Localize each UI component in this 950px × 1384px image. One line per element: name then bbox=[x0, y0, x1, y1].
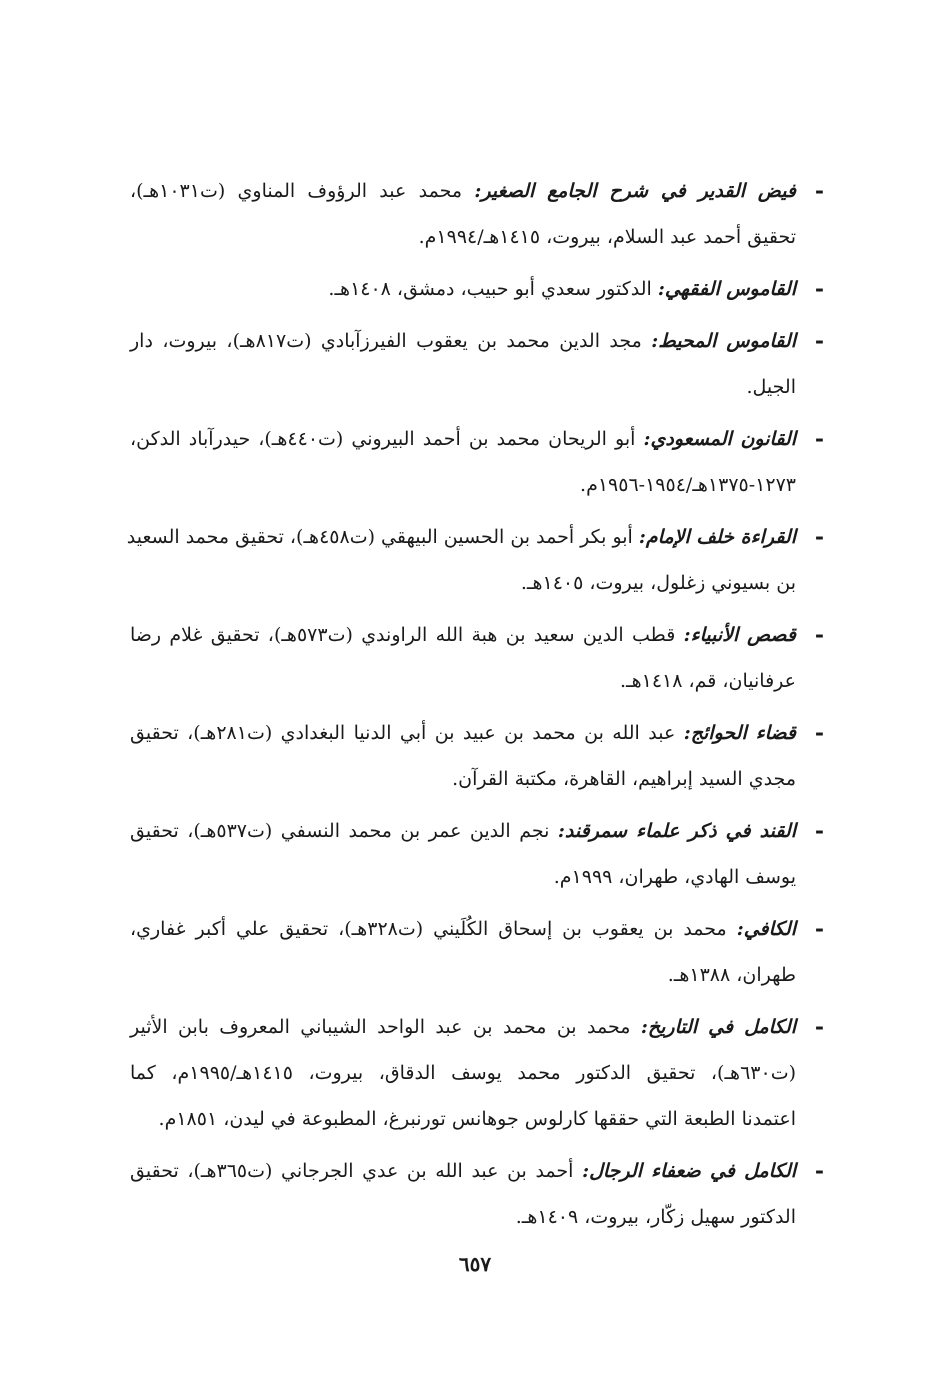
entry-bullet: - bbox=[814, 426, 824, 452]
entry-bullet: - bbox=[814, 178, 824, 204]
entry-text: أبو الريحان محمد بن أحمد البيروني (ت٤٤٠هـ)، حيدرآباد الدكن، bbox=[130, 428, 636, 450]
entry-continuation-line: الدكتور سهيل زكّار، بيروت، ١٤٠٩هـ. bbox=[515, 1206, 796, 1228]
entry-title: قضاء الحوائج: bbox=[683, 722, 797, 744]
bibliography-entry bbox=[130, 710, 824, 802]
entry-bullet: - bbox=[814, 720, 824, 746]
entry-text: محمد بن محمد بن عبد الواحد الشيباني المعروف بابن الأثير bbox=[130, 1016, 631, 1038]
page-number: ٦٥٧ bbox=[458, 1252, 492, 1276]
entry-title: القاموس الفقهي: bbox=[657, 278, 796, 300]
entry-first-line bbox=[130, 808, 796, 854]
bibliography-entry bbox=[130, 168, 824, 260]
entry-title: القاموس المحيط: bbox=[651, 330, 796, 352]
entry-title: الكامل في ضعفاء الرجال: bbox=[582, 1160, 797, 1182]
entry-text: مجد الدين محمد بن يعقوب الفيرزآبادي (ت٨١٧هـ)، بيروت، دار bbox=[130, 330, 642, 352]
entry-continuation-line: (ت٦٣٠هـ)، تحقيق الدكتور محمد يوسف الدقاق، بيروت، ١٤١٥هـ/١٩٩٥م، كما bbox=[130, 1062, 796, 1084]
entry-first-line bbox=[126, 514, 796, 560]
entry-continuation-line: ١٢٧٣-١٣٧٥هـ/١٩٥٤-١٩٥٦م. bbox=[580, 474, 796, 496]
bibliography-entry bbox=[126, 514, 824, 606]
entry-continuation-line: عرفانيان، قم، ١٤١٨هـ. bbox=[620, 670, 796, 692]
entry-title: الكافي: bbox=[736, 918, 796, 940]
bibliography-entry bbox=[130, 906, 824, 998]
entry-text: محمد بن يعقوب بن إسحاق الكُلَيني (ت٣٢٨هـ)، تحقيق علي أكبر غفاري، bbox=[130, 918, 727, 940]
entry-bullet: - bbox=[814, 276, 824, 302]
entry-bullet: - bbox=[814, 916, 824, 942]
entry-first-line bbox=[130, 1004, 796, 1050]
entry-text: محمد عبد الرؤوف المناوي (ت١٠٣١هـ)، bbox=[130, 180, 463, 202]
entry-text: قطب الدين سعيد بن هبة الله الراوندي (ت٥٧٣هـ)، تحقيق غلام رضا bbox=[130, 624, 676, 646]
entry-text: أحمد بن عبد الله بن عدي الجرجاني (ت٣٦٥هـ)، تحقيق bbox=[130, 1160, 574, 1182]
entry-title: فيض القدير في شرح الجامع الصغير: bbox=[474, 180, 797, 202]
entry-continuation-line: الجيل. bbox=[746, 376, 796, 398]
entry-first-line bbox=[130, 318, 796, 364]
entry-first-line bbox=[130, 906, 796, 952]
entry-title: الكامل في التاريخ: bbox=[640, 1016, 796, 1038]
bibliography-entry bbox=[130, 1004, 824, 1142]
entry-title: القند في ذكر علماء سمرقند: bbox=[557, 820, 796, 842]
entry-first-line bbox=[130, 1148, 796, 1194]
bibliography-entry bbox=[130, 416, 824, 508]
entry-bullet: - bbox=[814, 524, 824, 550]
entry-first-line bbox=[130, 168, 796, 214]
entry-first-line bbox=[130, 416, 796, 462]
entry-bullet: - bbox=[814, 328, 824, 354]
entry-continuation-line: تحقيق أحمد عبد السلام، بيروت، ١٤١٥هـ/١٩٩٤م. bbox=[418, 226, 796, 248]
entry-continuation-line: مجدي السيد إبراهيم، القاهرة، مكتبة القرآن. bbox=[452, 768, 796, 790]
entry-title: قصص الأنبياء: bbox=[683, 624, 796, 646]
entry-continuation-line: يوسف الهادي، طهران، ١٩٩٩م. bbox=[553, 866, 796, 888]
bibliography-list bbox=[126, 168, 824, 1246]
entry-continuation-line: بن بسيوني زغلول، بيروت، ١٤٠٥هـ. bbox=[520, 572, 796, 594]
entry-bullet: - bbox=[814, 1014, 824, 1040]
entry-first-line bbox=[130, 710, 796, 756]
entry-first-line bbox=[130, 266, 796, 312]
bibliography-entry bbox=[130, 808, 824, 900]
bibliography-entry bbox=[130, 318, 824, 410]
entry-text: أبو بكر أحمد بن الحسين البيهقي (ت٤٥٨هـ)، تحقيق محمد السعيد bbox=[126, 526, 633, 548]
entry-bullet: - bbox=[814, 818, 824, 844]
entry-bullet: - bbox=[814, 622, 824, 648]
entry-bullet: - bbox=[814, 1158, 824, 1184]
entry-continuation-line: طهران، ١٣٨٨هـ. bbox=[667, 964, 796, 986]
bibliography-entry bbox=[130, 1148, 824, 1240]
entry-text: نجم الدين عمر بن محمد النسفي (ت٥٣٧هـ)، تحقيق bbox=[130, 820, 550, 842]
entry-first-line bbox=[130, 612, 796, 658]
entry-text: الدكتور سعدي أبو حبيب، دمشق، ١٤٠٨هـ. bbox=[328, 278, 652, 300]
entry-title: القراءة خلف الإمام: bbox=[638, 526, 796, 548]
entry-title: القانون المسعودي: bbox=[643, 428, 796, 450]
entry-continuation-line: اعتمدنا الطبعة التي حققها كارلوس جوهانس تورنبرغ، المطبوعة في ليدن، ١٨٥١م. bbox=[158, 1108, 796, 1130]
bibliography-entry bbox=[130, 612, 824, 704]
bibliography-entry bbox=[130, 266, 824, 312]
entry-text: عبد الله بن محمد بن عبيد بن أبي الدنيا البغدادي (ت٢٨١هـ)، تحقيق bbox=[130, 722, 676, 744]
